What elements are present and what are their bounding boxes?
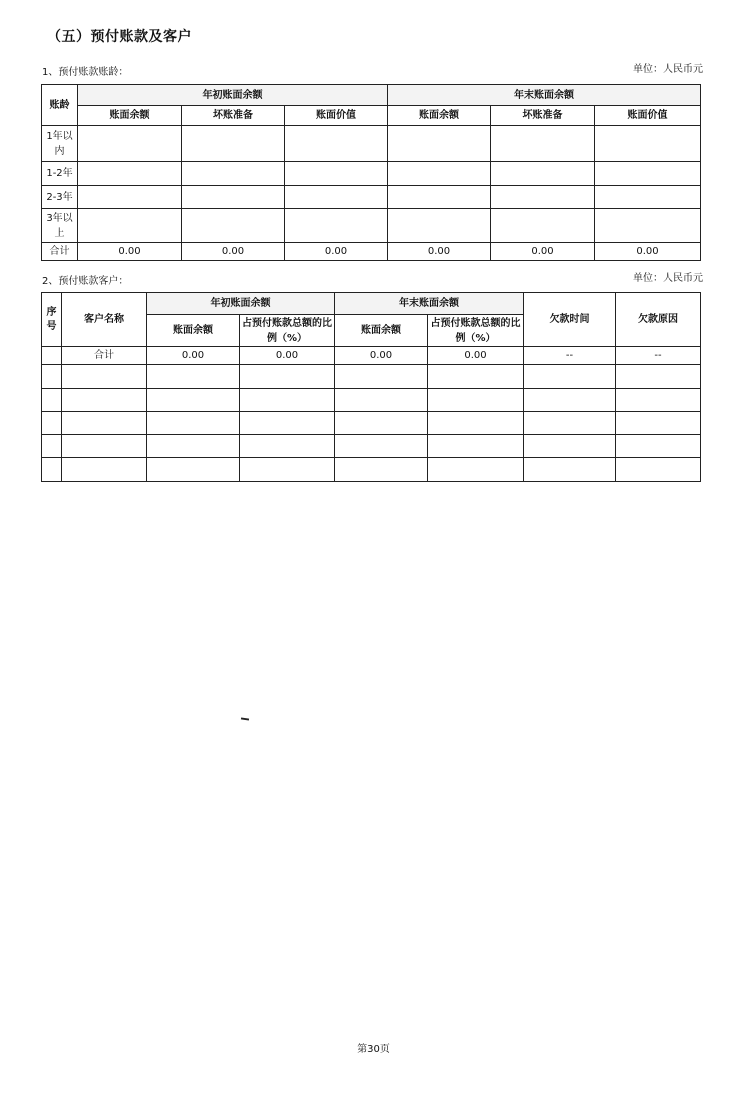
cell bbox=[595, 162, 701, 186]
row-label: 3年以上 bbox=[42, 209, 78, 243]
total-cell: 0.00 bbox=[595, 243, 701, 261]
cell bbox=[78, 162, 182, 186]
cell bbox=[595, 186, 701, 209]
cell bbox=[388, 162, 491, 186]
cell bbox=[285, 162, 388, 186]
cell bbox=[491, 126, 595, 162]
subheader-cell: 坏账准备 bbox=[182, 106, 285, 126]
row-label: 1-2年 bbox=[42, 162, 78, 186]
table-row bbox=[42, 209, 701, 243]
table2-caption: 2、预付账款客户： bbox=[42, 276, 129, 287]
cell bbox=[182, 209, 285, 243]
row-label: 2-3年 bbox=[42, 186, 78, 209]
total-cell: 0.00 bbox=[147, 347, 240, 365]
cell bbox=[491, 209, 595, 243]
subheader-balance: 账面余额 bbox=[335, 315, 428, 347]
total-cell: 0.00 bbox=[335, 347, 428, 365]
row-label: 1年以内 bbox=[42, 126, 78, 162]
header-end-balance: 年末账面余额 bbox=[335, 293, 524, 315]
cell bbox=[78, 186, 182, 209]
cell bbox=[595, 209, 701, 243]
total-cell: 0.00 bbox=[491, 243, 595, 261]
table-row bbox=[42, 412, 701, 435]
header-seq: 序号 bbox=[42, 293, 62, 347]
subheader-cell: 账面余额 bbox=[78, 106, 182, 126]
cell bbox=[285, 126, 388, 162]
total-seq bbox=[42, 347, 62, 365]
cell bbox=[182, 186, 285, 209]
cell bbox=[285, 209, 388, 243]
cell bbox=[491, 162, 595, 186]
table1-caption: 1、预付账款账龄： bbox=[42, 67, 129, 78]
table-row bbox=[42, 458, 701, 482]
page-number: 第30页 bbox=[357, 1044, 390, 1055]
total-cell: 0.00 bbox=[240, 347, 335, 365]
header-arrears-time: 欠款时间 bbox=[524, 293, 616, 347]
table1-unit: 单位：人民币元 bbox=[633, 64, 703, 75]
total-cell: 0.00 bbox=[428, 347, 524, 365]
total-reason: -- bbox=[616, 347, 701, 365]
total-cell: 0.00 bbox=[182, 243, 285, 261]
subheader-ratio: 占预付账款总额的比例（%） bbox=[428, 315, 524, 347]
scan-mark bbox=[241, 717, 249, 720]
aging-table bbox=[41, 84, 701, 261]
total-cell: 0.00 bbox=[285, 243, 388, 261]
header-begin-balance: 年初账面余额 bbox=[78, 85, 388, 106]
section-title: （五）预付账款及客户 bbox=[47, 29, 192, 45]
total-row bbox=[42, 347, 701, 365]
table2-unit: 单位：人民币元 bbox=[633, 273, 703, 284]
cell bbox=[388, 126, 491, 162]
table-row bbox=[42, 186, 701, 209]
total-cell: 0.00 bbox=[78, 243, 182, 261]
total-cell: 0.00 bbox=[388, 243, 491, 261]
cell bbox=[182, 126, 285, 162]
cell bbox=[491, 186, 595, 209]
table-row bbox=[42, 365, 701, 389]
customer-table bbox=[41, 292, 701, 482]
header-end-balance: 年末账面余额 bbox=[388, 85, 701, 106]
cell bbox=[78, 126, 182, 162]
table-row bbox=[42, 389, 701, 412]
header-begin-balance: 年初账面余额 bbox=[147, 293, 335, 315]
subheader-cell: 坏账准备 bbox=[491, 106, 595, 126]
subheader-ratio: 占预付账款总额的比例（%） bbox=[240, 315, 335, 347]
table-row bbox=[42, 162, 701, 186]
total-row bbox=[42, 243, 701, 261]
cell bbox=[78, 209, 182, 243]
header-customer-name: 客户名称 bbox=[62, 293, 147, 347]
cell bbox=[595, 126, 701, 162]
cell bbox=[388, 186, 491, 209]
total-time: -- bbox=[524, 347, 616, 365]
header-arrears-reason: 欠款原因 bbox=[616, 293, 701, 347]
cell bbox=[182, 162, 285, 186]
table-row bbox=[42, 435, 701, 458]
cell bbox=[388, 209, 491, 243]
header-age: 账龄 bbox=[42, 85, 78, 126]
total-label: 合计 bbox=[42, 243, 78, 261]
cell bbox=[285, 186, 388, 209]
subheader-cell: 账面价值 bbox=[285, 106, 388, 126]
total-label: 合计 bbox=[62, 347, 147, 365]
table-row bbox=[42, 126, 701, 162]
subheader-cell: 账面价值 bbox=[595, 106, 701, 126]
subheader-balance: 账面余额 bbox=[147, 315, 240, 347]
subheader-cell: 账面余额 bbox=[388, 106, 491, 126]
